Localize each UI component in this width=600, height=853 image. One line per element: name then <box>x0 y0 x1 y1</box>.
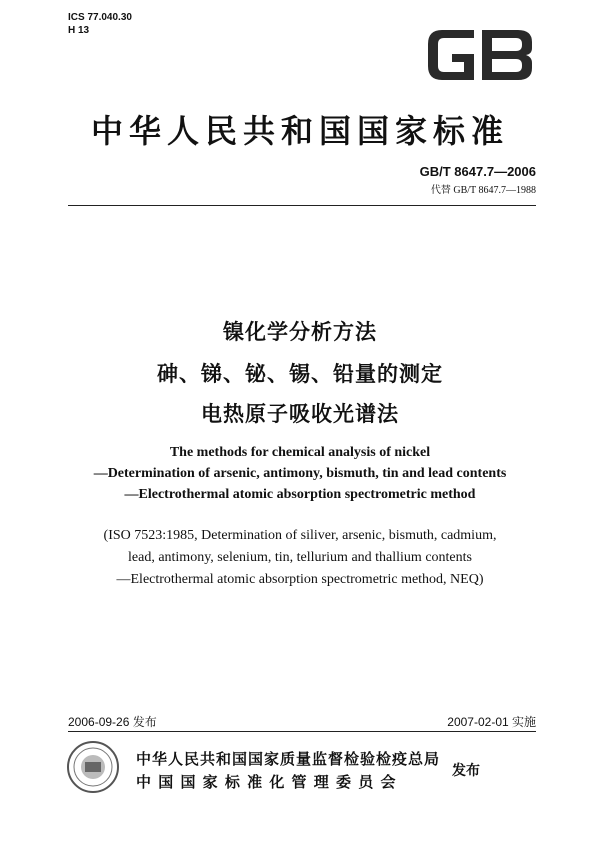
title-en-line-3: —Electrothermal atomic absorption spectrometric method <box>124 487 476 502</box>
publish-date: 2006-09-26 发布 <box>68 715 157 729</box>
replaces-standard: 代替 GB/T 8647.7—1988 <box>430 185 536 196</box>
title-cn-line-2: 砷、锑、铋、锡、铅量的测定 <box>157 362 443 386</box>
ics-code: ICS 77.040.30 <box>68 12 132 23</box>
iso-reference-line-3: —Electrothermal atomic absorption spectrometric method, NEQ) <box>116 572 484 587</box>
iso-reference-line-1: (ISO 7523:1985, Determination of siliver, arsenic, bismuth, cadmium, <box>103 528 497 543</box>
implement-date: 2007-02-01 实施 <box>447 715 536 729</box>
anti-counterfeit-seal-icon <box>66 740 120 794</box>
bottom-divider <box>68 731 536 732</box>
title-en-line-1: The methods for chemical analysis of nickel <box>169 445 431 460</box>
gb-logo-icon <box>424 26 536 84</box>
top-divider <box>68 205 536 206</box>
title-en-line-2: —Determination of arsenic, antimony, bismuth, tin and lead contents <box>93 466 507 481</box>
title-cn-line-3: 电热原子吸收光谱法 <box>201 402 399 426</box>
issuer-sac: 中 国 国 家 标 准 化 管 理 委 员 会 <box>136 773 397 791</box>
title-cn-line-1: 镍化学分析方法 <box>223 320 377 344</box>
iso-reference-line-2: lead, antimony, selenium, tin, tellurium and thallium contents <box>128 550 472 565</box>
issuer-aqsiq: 中华人民共和国国家质量监督检验检疫总局 <box>136 750 441 768</box>
issue-label: 发布 <box>452 763 480 779</box>
ccs-code: H 13 <box>68 25 90 36</box>
national-standard-title: 中华人民共和国国家标准 <box>90 112 509 150</box>
standard-number: GB/T 8647.7—2006 <box>419 164 536 179</box>
